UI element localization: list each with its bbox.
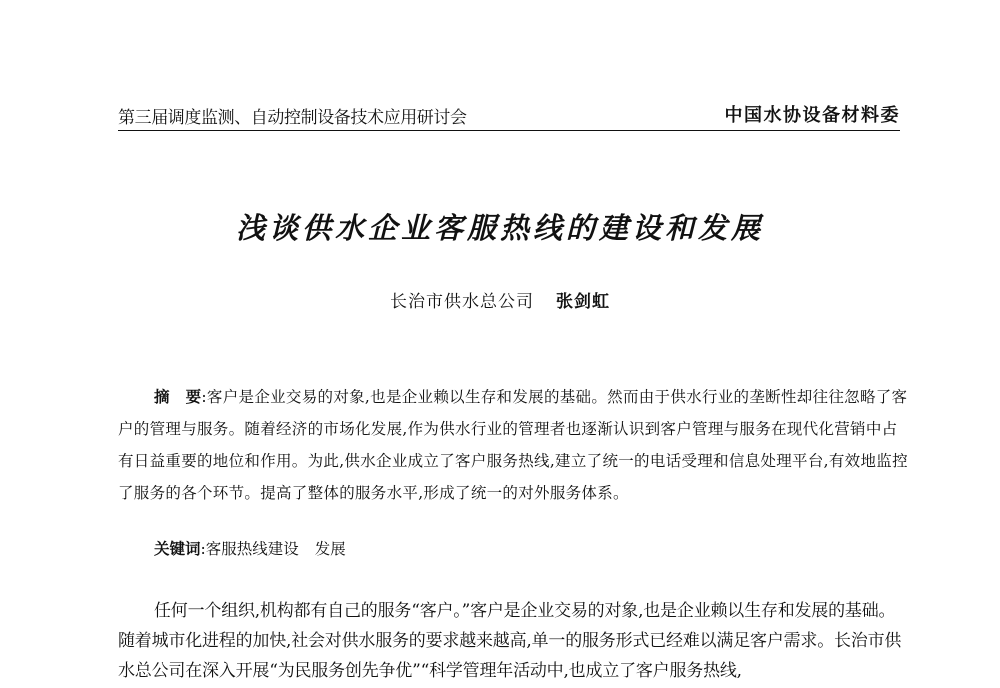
running-header (118, 104, 900, 131)
conference-name: 第三届调度监测、自动控制设备技术应用研讨会 (118, 108, 467, 128)
keywords-label: 关键词 (154, 540, 201, 558)
abstract-text: :客户是企业交易的对象,也是企业赖以生存和发展的基础。然而由于供水行业的垄断性却往往忽略了客户的管理与服务。随着经济的市场化发展,作为供水行业的管理者也逐渐认识到客户管理与服务在现代化营销中占有日益重要的地位和作用。为此,供水企业成立了客户服务热线,建立了统一的电话受理和信息处理平台,有效地监控了服务的各个环节。提高了整体的服务水平,形成了统一的对外服务体系。 (118, 388, 908, 502)
author-name: 张剑虹 (556, 292, 610, 312)
author-affiliation: 长治市供水总公司 (390, 292, 534, 312)
organization-name: 中国水协设备材料委 (724, 105, 900, 126)
keyword-item: :客服热线建设 (200, 540, 299, 558)
body-paragraph: 任何一个组织,机构都有自己的服务“客户。”客户是企业交易的对象,也是企业赖以生存和发展的基础。随着城市化进程的加快,社会对供水服务的要求越来越高,单一的服务形式已经难以满足客户需求。长治市供水总公司在深入开展“为民服务创先争优”“科学管理年活动中,也成立了客户服务热线, (118, 601, 902, 681)
byline (0, 287, 1000, 312)
keywords (154, 537, 346, 559)
abstract (118, 381, 908, 509)
abstract-label: 摘 要 (154, 388, 202, 406)
keyword-item: 发展 (314, 540, 346, 558)
paper-title: 浅谈供水企业客服热线的建设和发展 (235, 211, 764, 245)
